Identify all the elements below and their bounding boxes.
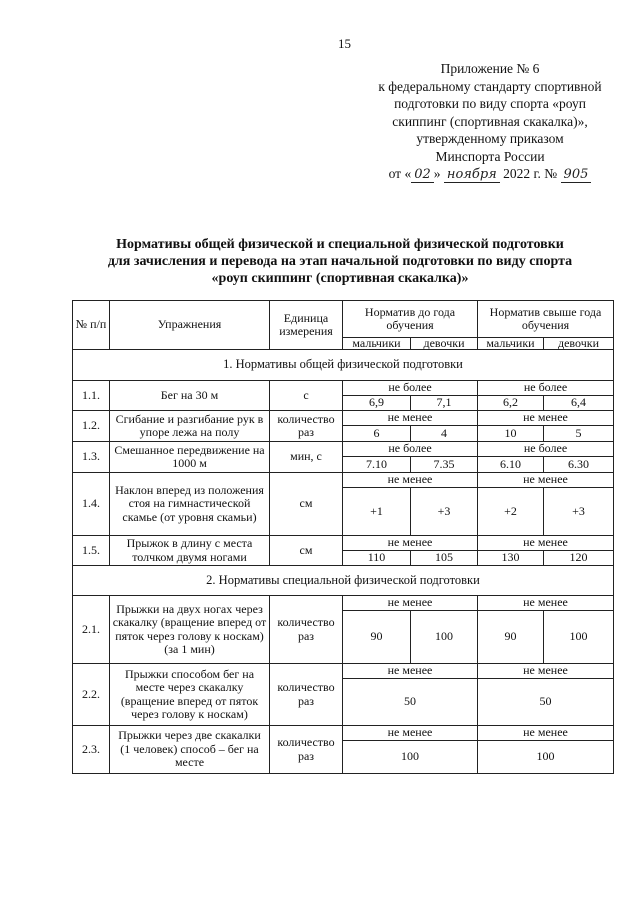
annex-line: Минспорта России [435,148,545,164]
value-cell: 110 [343,551,411,566]
header-boys: мальчики [343,338,411,350]
value-cell: 120 [544,551,614,566]
annex-line: утвержденному приказом [416,131,564,146]
table-row [73,411,614,426]
value-cell: 90 [478,611,544,664]
value-cell: +1 [343,488,411,536]
table-row [73,664,614,679]
header-group2: Норматив свыше года обучения [478,301,614,338]
value-cell: 105 [411,551,478,566]
qualifier-group1: не менее [343,411,478,426]
value-cell: 6.30 [544,457,614,473]
row-exercise: Прыжки способом бег на месте через скакалку (вращение вперед от пяток через голову к носкам) [110,664,270,726]
standards-table [72,300,614,774]
header-group1: Норматив до года обучения [343,301,478,338]
annex-line: скиппинг (спортивная скакалка)», [392,113,588,129]
header-unit: Единица измерения [270,301,343,350]
row-unit: с [270,381,343,411]
value-cell: 6,4 [544,396,614,411]
handwritten-month: ноября [444,167,500,183]
table-row [73,473,614,488]
row-num: 2.1. [73,596,110,664]
value-cell: 100 [544,611,614,664]
header-exercise: Упражнения [110,301,270,350]
row-exercise: Прыжки через две скакалки (1 человек) способ – бег на месте [110,726,270,774]
table-row [73,726,614,741]
value-cell: 100 [478,741,614,774]
qualifier-group2: не менее [478,664,614,679]
table-row [73,536,614,551]
table-row [73,596,614,611]
value-cell: 7,1 [411,396,478,411]
row-unit: см [270,473,343,536]
annex-line: подготовки по виду спорта «роуп [394,96,586,111]
header-boys: мальчики [478,338,544,350]
handwritten-order-number: 905 [561,167,592,183]
table-row [73,381,614,396]
title-line: «роуп скиппинг (спортивная скакалка)» [211,271,469,286]
row-exercise: Прыжок в длину с места толчком двумя ногами [110,536,270,566]
header-girls: девочки [411,338,478,350]
value-cell: 7.10 [343,457,411,473]
row-exercise: Бег на 30 м [110,381,270,411]
row-exercise: Смешанное передвижение на 1000 м [110,442,270,473]
qualifier-group1: не менее [343,536,478,551]
row-num: 2.3. [73,726,110,774]
row-exercise: Прыжки на двух ногах через скакалку (вращение вперед от пяток через голову к носкам) (за 1 мин) [110,596,270,664]
qualifier-group2: не менее [478,411,614,426]
value-cell: 130 [478,551,544,566]
handwritten-day: 02 [411,167,434,183]
row-num: 1.1. [73,381,110,411]
table-row [73,442,614,457]
value-cell: 5 [544,426,614,442]
section-title: 2. Нормативы специальной физической подготовки [73,566,614,596]
value-cell: 100 [411,611,478,664]
section-row [73,350,614,381]
qualifier-group2: не более [478,442,614,457]
page-number: 15 [338,36,351,51]
row-num: 1.4. [73,473,110,536]
value-cell: 6,9 [343,396,411,411]
value-cell: 6 [343,426,411,442]
value-cell: 90 [343,611,411,664]
qualifier-group2: не менее [478,536,614,551]
qualifier-group1: не менее [343,726,478,741]
date-year: 2022 г. № [503,166,558,181]
header-girls: девочки [544,338,614,350]
row-unit: мин, с [270,442,343,473]
title-line: Нормативы общей физической и специальной физической подготовки [116,237,564,252]
row-exercise: Сгибание и разгибание рук в упоре лежа на полу [110,411,270,442]
value-cell: 6.10 [478,457,544,473]
annex-line: Приложение № 6 [440,61,540,76]
value-cell: +3 [411,488,478,536]
value-cell: 50 [478,679,614,726]
qualifier-group2: не менее [478,596,614,611]
qualifier-group1: не более [343,442,478,457]
annex-date-line [355,165,625,184]
value-cell: +2 [478,488,544,536]
qualifier-group2: не более [478,381,614,396]
qualifier-group1: не менее [343,473,478,488]
value-cell: 10 [478,426,544,442]
header-num: № п/п [73,301,110,350]
annex-block [355,60,625,184]
date-prefix: от « [388,166,412,181]
row-num: 1.3. [73,442,110,473]
section-row [73,566,614,596]
qualifier-group1: не более [343,381,478,396]
value-cell: 7.35 [411,457,478,473]
value-cell: 4 [411,426,478,442]
qualifier-group1: не менее [343,664,478,679]
value-cell: 6,2 [478,396,544,411]
section-title: 1. Нормативы общей физической подготовки [73,350,614,381]
row-unit: количество раз [270,726,343,774]
qualifier-group1: не менее [343,596,478,611]
row-unit: см [270,536,343,566]
row-num: 2.2. [73,664,110,726]
value-cell: +3 [544,488,614,536]
qualifier-group2: не менее [478,473,614,488]
row-num: 1.2. [73,411,110,442]
row-unit: количество раз [270,596,343,664]
value-cell: 100 [343,741,478,774]
row-num: 1.5. [73,536,110,566]
row-unit: количество раз [270,411,343,442]
annex-line: к федеральному стандарту спортивной [378,78,602,94]
title-line: для зачисления и перевода на этап начальной подготовки по виду спорта [107,254,573,269]
row-unit: количество раз [270,664,343,726]
document-title [60,236,620,287]
row-exercise: Наклон вперед из положения стоя на гимнастической скамье (от уровня скамьи) [110,473,270,536]
date-mid: » [433,166,441,181]
qualifier-group2: не менее [478,726,614,741]
value-cell: 50 [343,679,478,726]
